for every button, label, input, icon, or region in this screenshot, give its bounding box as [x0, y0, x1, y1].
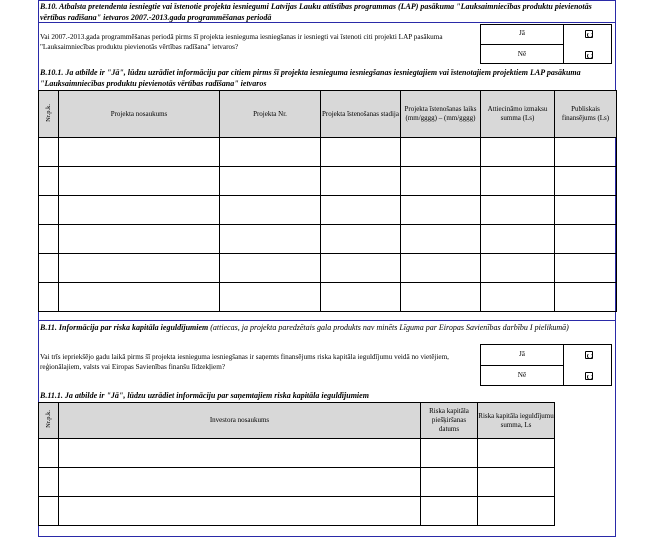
col-public-funding: Publiskais finansējums (Ls)	[555, 91, 617, 138]
b111-table	[38, 402, 555, 526]
table-row	[39, 497, 555, 526]
b10-question: Vai 2007.-2013.gada programmēšanas periodā pirms šī projekta iesnieguma iesniegšanas ir iesniegti vai īstenoti citi projekti LAP pasākuma "Lauksaimniecības produktu pievienotās vērtības radīšana" ietvaros?	[40, 33, 443, 51]
col-stage: Projekta īstenošanas stadija	[321, 91, 401, 138]
table-row	[39, 196, 617, 225]
divider	[480, 365, 564, 366]
section-b101-title: B.10.1. Ja atbilde ir "Jā", lūdzu uzrādiet informāciju par citiem pirms šī projekta iesnieguma iesniegšanas iesniegtajiem vai īstenotajiem projektiem LAP pasākuma "Lauksaimniecības produktu pievienotās vērtības radīšana" ietvaros	[40, 68, 581, 88]
col-nr: Nr.p.k.	[39, 403, 59, 439]
col-period: Projekta īstenošanas laiks (mm/gggg) – (mm/gggg)	[401, 91, 481, 138]
b11-no-checkbox[interactable]	[585, 372, 593, 380]
section-b111-title: B.11.1. Ja atbilde ir "Jā", lūdzu uzrādiet informāciju par saņemtajiem riska kapitāla ieguldījumiem	[40, 391, 369, 400]
divider	[38, 320, 616, 321]
divider	[480, 44, 564, 45]
table-row	[39, 283, 617, 312]
section-b11-title: B.11. Informācija par riska kapitāla ieguldījumiem (attiecas, ja projekta paredzētais gala produkts nav minēts Līguma par Eiropas Savienības darbību I pielikumā)	[40, 323, 569, 332]
section-b10-title: B.10. Atbalsta pretendenta iesniegtie vai īstenotie projekta iesniegumi Latvijas Lauku attīstības programmas (LAP) pasākuma "Lauksaimniecības produktu pievienotās vērtības radīšana" ietvaros 2007.-2013.gada programmēšanas periodā	[40, 2, 592, 22]
col-investment-sum: Riska kapitāla ieguldījumu summa, Ls	[478, 403, 555, 439]
col-project-nr: Projekta Nr.	[220, 91, 321, 138]
col-grant-date: Riska kapitāla piešķiršanas datums	[421, 403, 478, 439]
b101-table	[38, 90, 617, 312]
table-row	[39, 468, 555, 497]
table-row	[39, 439, 555, 468]
b11-yes-checkbox[interactable]	[585, 351, 593, 359]
col-eligible-costs: Attiecināmo izmaksu summa (Ls)	[481, 91, 555, 138]
b10-no-label: Nē	[517, 50, 527, 58]
b11-question: Vai trīs iepriekšējo gadu laikā pirms šī projekta iesnieguma iesniegšanas ir saņemts finansējums riska kapitāla ieguldījumu veidā no vietējiem, reģionālajiem, valsts vai Eiropas Savienības finanšu līdzekļiem?	[40, 353, 449, 371]
col-nr: Nr.p.k.	[39, 91, 59, 138]
b10-no-checkbox[interactable]	[585, 51, 593, 59]
divider	[38, 22, 616, 23]
b11-no-label: Nē	[517, 371, 527, 379]
table-row	[39, 167, 617, 196]
col-investor-name: Investora nosaukums	[59, 403, 421, 439]
b10-yes-label: Jā	[519, 29, 525, 37]
col-project-name: Projekta nosaukums	[59, 91, 220, 138]
b11-yes-label: Jā	[519, 350, 525, 358]
table-row	[39, 138, 617, 167]
table-row	[39, 254, 617, 283]
b10-yes-checkbox[interactable]	[585, 30, 593, 38]
table-row	[39, 225, 617, 254]
